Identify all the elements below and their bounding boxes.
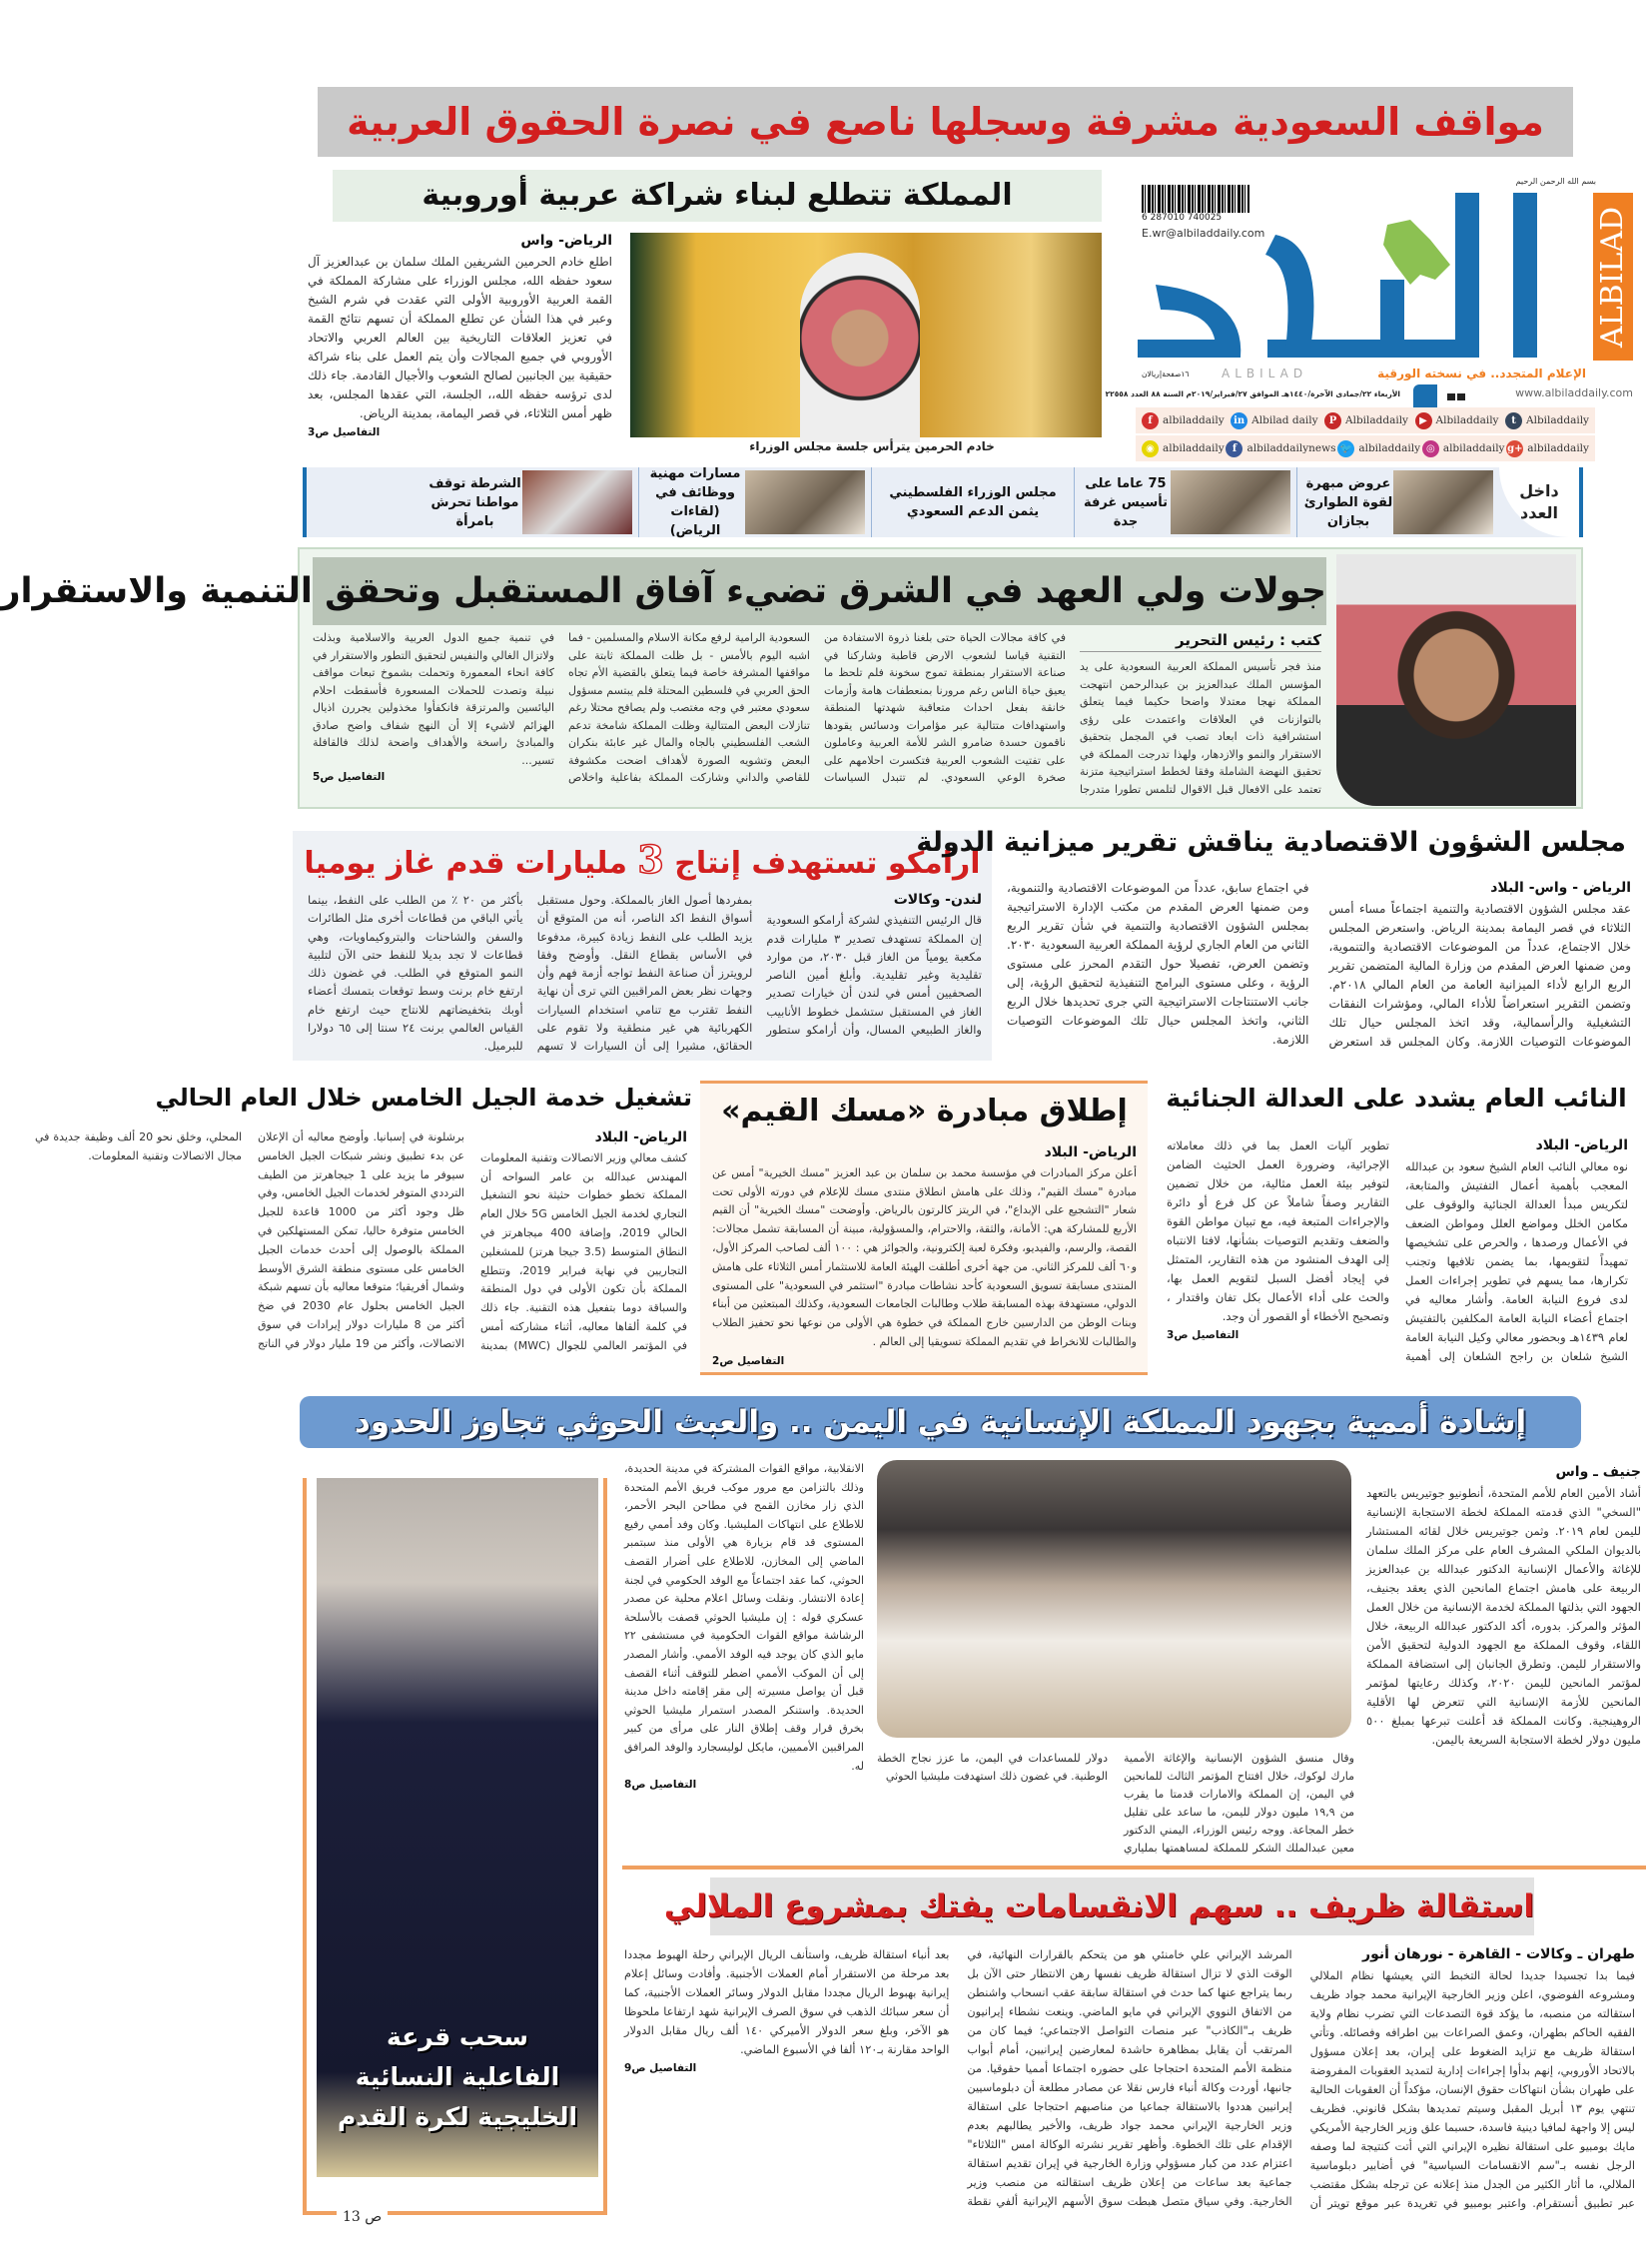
yemen-body-left: الانقلابية، مواقع القوات المشتركة في مدينة الحديدة، وذلك بالتزامن مع مرور موكب فريق الأمم المتحدة الذي زار مخازن القمح في مطاحن البحر الأحمر، للاطلاع على انتهاكات المليشيا. وكان وفد أممي رفيع المستوى قد قام بزيارة هي الأولى منذ سبتمبر الماضي إلى المخازن، للاطلاع على أضرار القصف الحوثي، كما عقد اجتماعاً مع الوفد الحكومي في لجنة إعادة الانتشار. ونقلت وسائل اعلام محلية عن مصدر عسكري قوله : إن مليشيا الحوثي قصفت بالأسلحة الرشاشة مواقع القوات الحكومية في مستشفى ٢٢ مايو الذي كان يوجد فيه الوفد الأممي. وأشار المصدر إلى أن الموكب الأممي اضطر للتوقف أثناء القصف قبل أن يواصل مسيرته إلى مقر إقامته داخل مدينة الحديدة. واستنكر المصدر استمرار مليشيا الحوثي بخرق قرار وقف إطلاق النار على مرأى من كبير المراقبين الأمميين، مايكل لوليسجارد والوفد المرافق له.: [624, 1462, 864, 1773]
barcode-number: 6 287010 740025: [1142, 213, 1223, 223]
misk-body: أعلن مركز المبادرات في مؤسسة محمد بن سلمان بن عبد العزيز "مسك الخيرية" أمس عن مبادرة "مسك القيم"، وذلك على هامش انطلاق منتدى مسك للإعلام في دورته الأولى تحت شعار "التشجيع على الإبداع"، في الريتز كالرتون بالرياض. وأوضحت "مسك الخيرية" أن القيم الأربع للمشاركة هي: الأمانة، والثقة، والاحترام، والمسؤولية، مبينة أن المسابقة تشمل مجالات: القصة، والرسم، والفيديو، وفكرة لعبة إلكترونية، والجوائز هي : ١٠٠ ألف لصاحب المركز الأول، و٦٠ ألف للمركز الثاني. من جهة أخرى أطلقت الهيئة العامة للاستثمار أمس الثلاثاء على هامش المنتدى مسابقة تسويق السعودية كأحد نشاطات مبادرة "استثمر في السعودية" على المستوى الدولي، مستهدفة بهذه المسابقة طلاب وطالبات الجامعات السعودية، وكذلك المبتعثين من أبناء وبنات الوطن من الدارسين خارج المملكة في خطوة هي الأولى من نوعها نحو تحفيز الطلاب والطالبات للانخراط في تقديم المملكة تسويقيا إلى العالم .: [712, 1165, 1137, 1348]
social-link-twitter[interactable]: [1337, 440, 1420, 457]
flipboard-icon: f: [1142, 412, 1159, 429]
logo-latin-text: ALBILAD: [1595, 206, 1631, 348]
teaser-photo: [1393, 470, 1493, 534]
facebook-icon: f: [1226, 440, 1242, 457]
social-link-tumblr[interactable]: [1505, 412, 1589, 429]
prosecutor-article: [1167, 1136, 1628, 1376]
twitter-icon: 🐦: [1337, 440, 1354, 457]
pages-price: ١٦صفحة|ريالان: [1142, 370, 1190, 378]
prosecutor-headline[interactable]: النائب العام يشدد على العدالة الجنائية: [1166, 1084, 1627, 1113]
social-label: albiladdaily: [1163, 442, 1225, 454]
sports-promo-page[interactable]: ص 13: [337, 2209, 388, 2225]
tumblr-icon: t: [1505, 412, 1522, 429]
teaser-text: 75 عاما على تأسيس غرفة جدة: [1083, 475, 1169, 529]
teaser-police[interactable]: [421, 467, 638, 537]
zarif-article: [624, 1945, 1635, 2223]
editorial-headline[interactable]: جولات ولي العهد في الشرق تضيء آفاق المستقبل وتحقق التنمية والاستقرار: [313, 557, 1326, 625]
social-link-flipboard[interactable]: [1142, 412, 1225, 429]
basmala: بسم الله الرحمن الرحيم: [1515, 177, 1596, 186]
social-link-pinterest[interactable]: [1324, 412, 1408, 429]
social-label: albiladdaily: [1358, 442, 1420, 454]
divider: [622, 1866, 1646, 1870]
lead-story-body: اطلع خادم الحرمين الشريفين الملك سلمان بن عبدالعزيز آل سعود حفظه الله، مجلس الوزراء على مشاركة المملكة في القمة العربية الأوروبية الأولى التي عقدت في شرم الشيخ وعبر في هذا الشأن عن تطلع المملكة أن تسهم نتائج القمة في تعزيز العلاقات التاريخية بين العالم العربي والاتحاد الأوروبي في جميع المجالات وأن يتم العمل على بناء شراكة حقيقية بين الجانبين لصالح الشعوب والأجيال القادمة. جاء ذلك لدى ترؤسه حفظه الله،، الجلسة، التي عقدها المجلس، بعد ظهر أمس الثلاثاء، في قصر اليمامة، بمدينة الرياض.: [308, 255, 612, 420]
teaser-palestinian-cabinet[interactable]: [871, 467, 1074, 537]
social-label: albiladdaily: [1527, 442, 1589, 454]
social-link-snapchat[interactable]: [1142, 440, 1225, 457]
social-label: albiladdaily: [1442, 442, 1505, 454]
social-row-2: [1136, 435, 1595, 461]
social-link-youtube[interactable]: [1415, 412, 1499, 429]
teaser-text: الشرطة توقف مواطنا تحرش بامرأة: [428, 475, 521, 529]
masthead: [1105, 165, 1641, 459]
tagline: الإعلام المتجدد.. في نسخته الورقية: [1377, 367, 1586, 380]
economic-council-article: [1007, 879, 1631, 1059]
lead-story-dateline: الرياض- واس: [520, 233, 612, 249]
editorial-body: [313, 629, 1321, 801]
zarif-headline[interactable]: استقالة ظريف .. سهم الانقسامات يفتك بمشروع الملالي: [710, 1877, 1534, 1935]
women-football-draw-photo: [317, 1478, 598, 2177]
crown-prince-photo: [1336, 554, 1576, 806]
teaser-photo: [522, 470, 632, 534]
teaser-text: مسارات مهنية ووظائف في (لقاءات الرياض): [649, 466, 741, 538]
misk-headline[interactable]: إطلاق مبادرة «مسك القيم»: [721, 1094, 1128, 1128]
teaser-emergency-force[interactable]: [1296, 467, 1499, 537]
social-label: Albiladdaily: [1435, 414, 1499, 426]
yemen-more-link[interactable]: التفاصيل ص8: [624, 1779, 697, 1792]
donors-conference-photo: [877, 1460, 1351, 1738]
teaser-jeddah-chamber[interactable]: [1074, 467, 1296, 537]
social-label: albiladdailynews: [1246, 442, 1336, 454]
instagram-icon: ◎: [1422, 440, 1439, 457]
zarif-more-link[interactable]: التفاصيل ص9: [624, 2062, 697, 2074]
five-g-body: كشف معالي وزير الاتصالات وتقنية المعلومات المهندس عبدالله بن عامر السواحه أن المملكة تخطو خطوات حثيثة نحو التشغيل التجاري لخدمة الجيل الخامس 5G خلال العام الحالي 2019، وإضافة 400 ميجاهرتز في النطاق المتوسط (3.5 جيجا هرتز) للمشغلين التجاريين في نهاية فبراير 2019، وتتطلع المملكة بأن تكون الأولى في دول المنطقة والسباقة دوما بتفعيل هذه التقنية. جاء ذلك في كلمة ألقاها معاليه، أثناء مشاركته أمس في المؤتمر العالمي للجوال (MWC) بمدينة برشلونة في إسبانيا. وأوضح معاليه أن الإعلان عن بدء تطبيق ونشر شبكات الجيل الخامس سيوفر ما يزيد على 1 جيجاهرتز من الطيف الترددي المتوفر لخدمات الجيل الخامس، وفي ظل وجود أكثر من 1000 قاعدة للجيل الخامس متوفرة حاليا، تمكن المستهلكين في المملكة بالوصول إلى أحدث خدمات الجيل الخامس على مستوى منطقة الشرق الأوسط وشمال أفريقيا؛ متوقعا معاليه بأن تسهم شبكة الجيل الخامس بحلول عام 2030 في ضخ أكثر من 8 مليارات دولار إيرادات في سوق الاتصالات، وأكثر من 19 مليار دولار في الناتج المحلي، وخلق نحو 20 ألف وظيفة جديدة في مجال الاتصالات وتقنية المعلومات.: [35, 1130, 687, 1352]
aramco-headline[interactable]: [303, 837, 982, 882]
social-links: [1136, 407, 1595, 463]
teaser-career-paths[interactable]: [638, 467, 871, 537]
yemen-article-left: [624, 1460, 864, 1860]
date-line: الأربعاء ٢٢/جمادى الآخرة/١٤٤٠هـ الموافق ٢٧/فبراير/٢٠١٩م السنة ٨٨ العدد ٢٢٥٥٨: [1105, 389, 1400, 398]
prosecutor-dateline: الرياض- البلاد: [1535, 1137, 1628, 1153]
yemen-banner-headline[interactable]: إشادة أممية بجهود المملكة الإنسانية في اليمن .. والعبث الحوثي تجاوز الحدود: [300, 1396, 1581, 1448]
editorial-byline: كتب : رئيس التحرير: [1080, 629, 1321, 652]
inside-issue-label: [1499, 467, 1579, 537]
five-g-dateline: الرياض- البلاد: [594, 1129, 687, 1145]
lead-story-headline[interactable]: المملكة تتطلع لبناء شراكة عربية أوروبية: [333, 170, 1102, 222]
masthead-dots-icon: [1447, 393, 1465, 400]
aramco-article: [308, 891, 982, 1056]
editorial-more-link[interactable]: التفاصيل ص5: [313, 771, 386, 783]
snapchat-icon: ◉: [1142, 440, 1159, 457]
yemen-body-mid: وقال منسق الشؤون الإنسانية والإغاثة الأممية مارك لوكوك، خلال افتتاح المؤتمر الثالث للمانحين في اليمن، إن المملكة والامارات قدمتا ما يقرب من ١٩,٩ مليون دولار لليمن، ما ساعد على تقليل خطر المجاعة. ووجه رئيس الوزراء، اليمني الدكتور معين عبدالملك الشكر للمملكة لمساهمتها بملياري دولار للمساعدات في اليمن، ما عزز نجاح الخطة الوطنية. في غضون ذلك استهدفت مليشيا الحوثي: [877, 1752, 1355, 1855]
social-label: Albilad daily: [1251, 414, 1318, 426]
lead-story-more-link[interactable]: التفاصيل ص3: [308, 426, 381, 438]
king-photo-caption: خادم الحرمين يترأس جلسة مجلس الوزراء: [749, 439, 995, 453]
misk-more-link[interactable]: التفاصيل ص2: [712, 1354, 785, 1367]
barcode: [1142, 185, 1249, 213]
five-g-headline[interactable]: تشغيل خدمة الجيل الخامس خلال العام الحالي: [155, 1084, 692, 1112]
google-plus-icon: g+: [1506, 440, 1523, 457]
social-label: albiladdaily: [1163, 414, 1225, 426]
aramco-body: قال الرئيس التنفيذي لشركة أرامكو السعودية إن المملكة تستهدف تصدير ٣ مليارات قدم مكعبة يومياً من الغاز قبل ٢٠٣٠، من موارد تقليدية وغير تقليدية. وأبلغ أمين الناصر الصحفيين أمس في لندن أن خيارات تصدير الغاز في المستقبل ستشمل خطوط الأنابيب والغاز الطبيعي المسال، وأن أرامكو ستطور بمفردها أصول الغاز بالمملكة. وحول مستقبل أسواق النفط اكد الناصر، أنه من المتوقع أن يزيد الطلب على النفط زيادة كبيرة، مدفوعا في الأساس بقطاع النقل. وأوضح وفقا لرويترز أن صناعة النفط تواجه أزمة فهم وأن وجهات نظر بعض المراقبين التي ترى أن نهاية النفط تقترب مع تنامي استخدام السيارات الكهربائية هي غير منطقية ولا تقوم على الحقائق، مشيرا إلى أن السيارات لا تسهم بأكثر من ٢٠ ٪ من الطلب على النفط، بينما يأتي الباقي من قطاعات أخرى مثل الطائرات والسفن والشاحنات والبتروكيماويات، وهي قطاعات لا تجد بديلا للنفط حتى الآن لتلبية النمو المتوقع في الطلب. في غضون ذلك ارتفع خام برنت وسط توقعات بتمسك أعضاء أوبك بتخفيضاتهم للانتاج حيث ارتفع خام القياس العالمي برنت ٢٤ سنتا إلى ٦٥ دولارا للبرميل.: [308, 893, 982, 1054]
aramco-headline-part2: مليارات قدم غاز يوميا: [304, 846, 627, 881]
teaser-text: عروض مبهرة لقوة الطوارئ بجازان: [1303, 475, 1393, 529]
social-link-linkedin[interactable]: [1231, 412, 1317, 429]
five-g-article: [35, 1128, 687, 1368]
pinterest-icon: P: [1324, 412, 1341, 429]
masthead-square-icon: [1413, 384, 1437, 408]
youtube-icon: ▶: [1415, 412, 1432, 429]
aramco-headline-part1: ارامكو تستهدف إنتاج: [674, 846, 981, 881]
prosecutor-body: نوه معالي النائب العام الشيخ سعود بن عبدالله المعجب بأهمية أعمال التفتيش والمتابعة، لتكريس مبدأ العدالة الجنائية والوقوف على مكامن الخلل ومواضع العلل ومواطن الضعف في الأعمال ورصدها ، والحرص على تشخيصها تمهيداً لتقويمها، بما يضمن تلافيها وتجنب تكرارها، مما يسهم في تطوير إجراءات العمل لدى فروع النيابة العامة. وأشار معاليه في اجتماع أعضاء النيابة العامة المكلفين بالتفتيش لعام ١٤٣٩هـ وبحضور معالي وكيل النيابة العامة الشيخ شلعان بن راجح الشلعان إلى أهمية تطوير آليات العمل بما في ذلك معاملاته الإجرائية، وضرورة العمل الحثيث الضامن لتوفير بيئة العمل مثالية، من خلال تضمين التقارير وصفاً شاملاً عن كل فرع أو دائرة والإجراءات المتبعة فيه، مع تبيان مواطن القوة والضعف وتقديم التوصيات بشأنها، لافتا الانتباه إلى الهدف المنشود من هذه التقارير، المتمثل في إيجاد أفضل السبل لتقويم العمل بها، والحث على أداء الأعمال بكل تفان واقتدار ، وتصحيح الأخطاء أو القصور أن وجد.: [1167, 1138, 1628, 1363]
logo-latin-vertical: [1593, 193, 1633, 361]
teaser-text: مجلس الوزراء الفلسطيني يثمن الدعم السعودي: [889, 485, 1057, 519]
economic-council-headline[interactable]: مجلس الشؤون الاقتصادية يناقش تقرير ميزانية الدولة: [916, 827, 1626, 858]
social-link-instagram[interactable]: [1422, 440, 1505, 457]
aramco-dateline: لندن- وكالات: [893, 892, 982, 908]
sports-promo-frame[interactable]: [303, 1478, 607, 2225]
sports-promo-caption: سحب قرعة الفاعلية النسائية الخليجية لكرة القدم: [337, 2022, 578, 2131]
prosecutor-more-link[interactable]: التفاصيل ص3: [1167, 1329, 1239, 1341]
website[interactable]: www.albiladdaily.com: [1515, 386, 1633, 399]
teaser-photo: [1171, 470, 1290, 534]
aramco-headline-number: 3: [637, 837, 664, 882]
social-link-google-plus[interactable]: [1506, 440, 1589, 457]
yemen-body-right: أشاد الأمين العام للأمم المتحدة، أنطونيو جوتيريس بالتعهد "السخي" الذي قدمته المملكة لخطة الاستجابة الإنسانية لليمن لعام ٢٠١٩. وثمن جوتيريس خلال لقائه المستشار بالديوان الملكي المشرف العام على مركز الملك سلمان للإغاثة والأعمال الإنسانية الدكتور عبدالله بن عبدالعزيز الربيعة على هامش اجتماع المانحين الذي يعقد بجنيف، الجهود التي بذلتها المملكة لخدمة الإنسانية من خلال العمل المؤثر والمركز. بدوره، أكد الدكتور عبدالله الربيعة، خلال اللقاء، وقوف المملكة مع الجهود الدولية لتحقيق الأمن والاستقرار لليمن. وتطرق الجانبان إلى استضافة المملكة لمؤتمر المانحين لليمن ٢٠٢٠، وكذلك رعايتها لمؤتمر المانحين للأزمة الإنسانية التي تتعرض لها الأقلية الروهينجية. وكانت المملكة قد أعلنت تبرعها بمبلغ ٥٠٠ مليون دولار لخطة الاستجابة السريعة باليمن.: [1366, 1486, 1642, 1747]
yemen-article-right: [1366, 1463, 1641, 1843]
misk-article: [712, 1143, 1137, 1371]
linkedin-icon: in: [1231, 412, 1247, 429]
zarif-body: فيما بدا تجسيدا جديدا لحالة التخبط التي يعيشها نظام الملالي ومشروعه الفوضوي، اعلن وزير الخارجية الإيرانية محمد جواد ظريف استقالته من منصبه، ما يؤكد قوة التصدعات التي تضرب نظام ولاية الفقيه الحاكم بطهران، وعمق الصراعات بين اطرافه وفصائله. وتأتي استقالة ظريف مع تزايد الضغوط على إيران، بعد إعلان مسؤول بالاتحاد الأوروبي، إنهم بدأوا إجراءات إدارية لتمديد العقوبات المفروضة على طهران بشأن انتهاكات حقوق الإنسان، مؤكداً أن العقوبات الحالية تنتهي يوم ١٣ أبريل المقبل وسيتم تمديدها بشكل قانوني. فظريف ليس إلا واجهة لمافيا دينية فاسدة، حسبما علق وزير الخارجية الأمريكي مايك بومبيو على استقالة نظيره الإيراني التي أتت كنتيجة لما وصفه الرجل نفسه بـ"سم الانقسامات السياسية" في أضابير دبلوماسية الملالي، ما أثار الكثير من الجدل منذ إعلانه عن ترجله بشكل مقتضب عبر تطبيق أنستقرام. واعتبر بومبيو في تغريدة عبر موقع تويتر أن المرشد الإيراني علي خامنئي هو من يتحكم بالقرارات النهائية، في الوقت الذي لا تزال استقالة ظريف نفسها رهن الانتظار حتى الآن بل ربما يتراجع عنها كما حدث في استقالة سابقة عقب انسحاب واشنطن من الاتفاق النووي الإيراني في مايو الماضي. وينعت نشطاء إيرانيون ظريف بـ"الكاذب" عبر منصات التواصل الاجتماعي؛ فيما كان من المرتقب أن يقابل بمظاهرة حاشدة لمعارضين إيرانيين، أمام أبواب منظمة الأمم المتحدة احتجاجا على حضوره اجتماعا أمميا حقوقيا. من جانبها، أوردت وكالة أنباء فارس نقلا عن مصادر مطلعة أن دبلوماسيين إيرانيين هددوا بالاستقالة جماعيا من مناصبهم احتجاجا على استقالة وزير الخارجية الإيراني محمد جواد ظريف، والأخير يطالبهم بعدم الإقدام على تلك الخطوة. وأظهر تقرير نشرته الوكالة امس "الثلاثاء" اعتزام عدد من كبار مسؤولي وزارة الخارجية في إيران تقديم استقالة جماعية بعد ساعات من إعلان ظريف استقالته من منصب وزير الخارجية. وفي سياق متصل هبطت سوق الأسهم الإيرانية ألفي نقطة بعد أنباء استقالة ظريف، واستأنف الريال الإيراني رحلة الهبوط مجددا بعد مرحلة من الاستقرار أمام العملات الأجنبية. وأفادت وسائل إعلام إيرانية بهبوط الريال مجددا مقابل الدولار وسائر العملات الأجنبية، كما أن سعر سبائك الذهب في سوق الصرف الإيرانية شهد ارتفاعا ملحوظا هو الآخر، وبلغ سعر الدولار الأميركي ١٤٠ ألف ريال مقابل الدولار الواحد مقارنة بـ١٢٠ ألفا في الأسبوع الماضي.: [624, 1948, 1635, 2210]
social-row-1: [1136, 407, 1595, 433]
inside-issue-bar: [303, 467, 1583, 537]
yemen-article-mid: [877, 1750, 1354, 1862]
editorial-text: منذ فجر تأسيس المملكة العربية السعودية على يد المؤسس الملك عبدالعزيز بن عبدالرحمن انتهجت المملكة نهجا معتدلا واضحا حكيما فيما يتعلق بالتوازنات في العلاقات واعتمدت على رؤى استشرافية ذات ابعاد تصب في المجمل بتحقيق الاستقرار والنمو والازدهار، ولهذا تدرجت المملكة في تحقيق النهضة الشاملة وفقا لخطط استراتيجية متزنة تعتمد على الافعال قبل الاقوال لتلمس تطورا متدرجا في كافة مجالات الحياة حتى بلغنا ذروة الاستفادة من التقنية قياسا لشعوب الارض قاطبة وشاركنا في صناعة الاستقرار بمنطقة تموج سخونة فلم تلحظ ما يعيق حياة الناس رغم مرورنا بمنعطفات هامة وأزمات خانقة بفعل احداث متعاقبة شهدتها المنطقة واستهدافات متتالية عبر مؤامرات ودسائس يقودها ناقمون حسدة ضامرو الشر للأمة العربية وعاملون على تفتيت الشعوب العربية فتكسرت احلامهم على صخرة الوعي السعودي. لم تتبدل السياسات السعودية الرامية لرفع مكانة الاسلام والمسلمين - فما اشبه اليوم بالأمس - بل ظلت المملكة ثابتة على مواقفها المشرفة خاصة فيما يتعلق بالقضية الأم تجاه الحق العربي في فلسطين المحتلة فلم يبتسم مسؤول سعودي معتبر في وجه مغتصب ولم يصافح محتلا رغم تنازلات البعض المتتالية وظلت المملكة شامخة تدعم الشعب الفلسطيني بالجاه والمال غير عابئة بنكران البعض وتشويه الصورة لأهداف اضحت مكشوفة للقاصي والداني وشاركت المملكة بفاعلية واخلاص في تنمية جميع الدول العربية والاسلامية وبذلت ولاتزال الغالي والنفيس لتحقيق التطور والاستقرار في كافة انحاء المعمورة وتحملت بشموخ تبعات مواقف نبيلة وتصدت للحملات المسعورة فأسقطت احلام اليائسين والمرتزقة فانكفأوا مخذولين يجررن اذيال الهزائم لاشيء إلا أن النهج شفاف واضح صادق والمبادئ راسخة والأهداف واضحة لذلك فالقافلة تسير...: [313, 631, 1321, 796]
social-label: Albiladdaily: [1526, 414, 1589, 426]
economic-council-dateline: الرياض - واس- البلاد: [1490, 880, 1631, 896]
yemen-dateline: جنيف ـ واس: [1555, 1464, 1641, 1480]
inside-issue-label-text: داخل العدد: [1519, 481, 1559, 522]
misk-dateline: الرياض- البلاد: [1044, 1144, 1137, 1160]
zarif-dateline: طهران ـ وكالات - القاهرة - نورهان أنور: [1362, 1946, 1635, 1962]
latin-name: ALBILAD: [1222, 367, 1308, 380]
social-link-facebook[interactable]: [1226, 440, 1335, 457]
social-label: Albiladdaily: [1345, 414, 1408, 426]
top-headline-banner[interactable]: مواقف السعودية مشرفة وسجلها ناصع في نصرة الحقوق العربية: [318, 87, 1573, 157]
email[interactable]: E.wr@albiladdaily.com: [1142, 227, 1265, 240]
teaser-photo: [745, 470, 865, 534]
king-salman-photo: [630, 233, 1102, 437]
lead-story: [308, 232, 612, 446]
economic-council-body: عقد مجلس الشؤون الاقتصادية والتنمية اجتماعاً مساء أمس الثلاثاء في قصر اليمامة بمدينة الرياض. واستعرض المجلس خلال الاجتماع، عدداً من الموضوعات الاقتصادية والتنموية، ومن ضمنها العرض المقدم من وزارة المالية المتضمن تقرير الربع الرابع لأداء الميزانية العامة من العام المالي ٢٠١٨م. وتضمن التقرير استعراضاً للأداء المالي، ومؤشرات النفقات التشغيلية والرأسمالية، وقد اتخذ المجلس حيال تلك الموضوعات التوصيات اللازمة. وكان المجلس قد استعرض في اجتماع سابق، عدداً من الموضوعات الاقتصادية والتنموية، ومن ضمنها العرض المقدم من مكتب الإدارة الاستراتيجية بمجلس الشؤون الاقتصادية والتنمية في شأن تقرير الربع الثاني من العام الجاري لرؤية المملكة العربية السعودية ٢٠٣٠. وتضمن العرض، تفصيلا حول التقدم المحرز على مستوى الرؤية ، وعلى مستوى البرامج التنفيذية لتحقيق الرؤية، إلى جانب الاستنتاجات الاستراتيجية التي جرى تحديدها خلال الربع الثاني، واتخذ المجلس حيال تلك الموضوعات التوصيات اللازمة.: [1007, 881, 1631, 1049]
